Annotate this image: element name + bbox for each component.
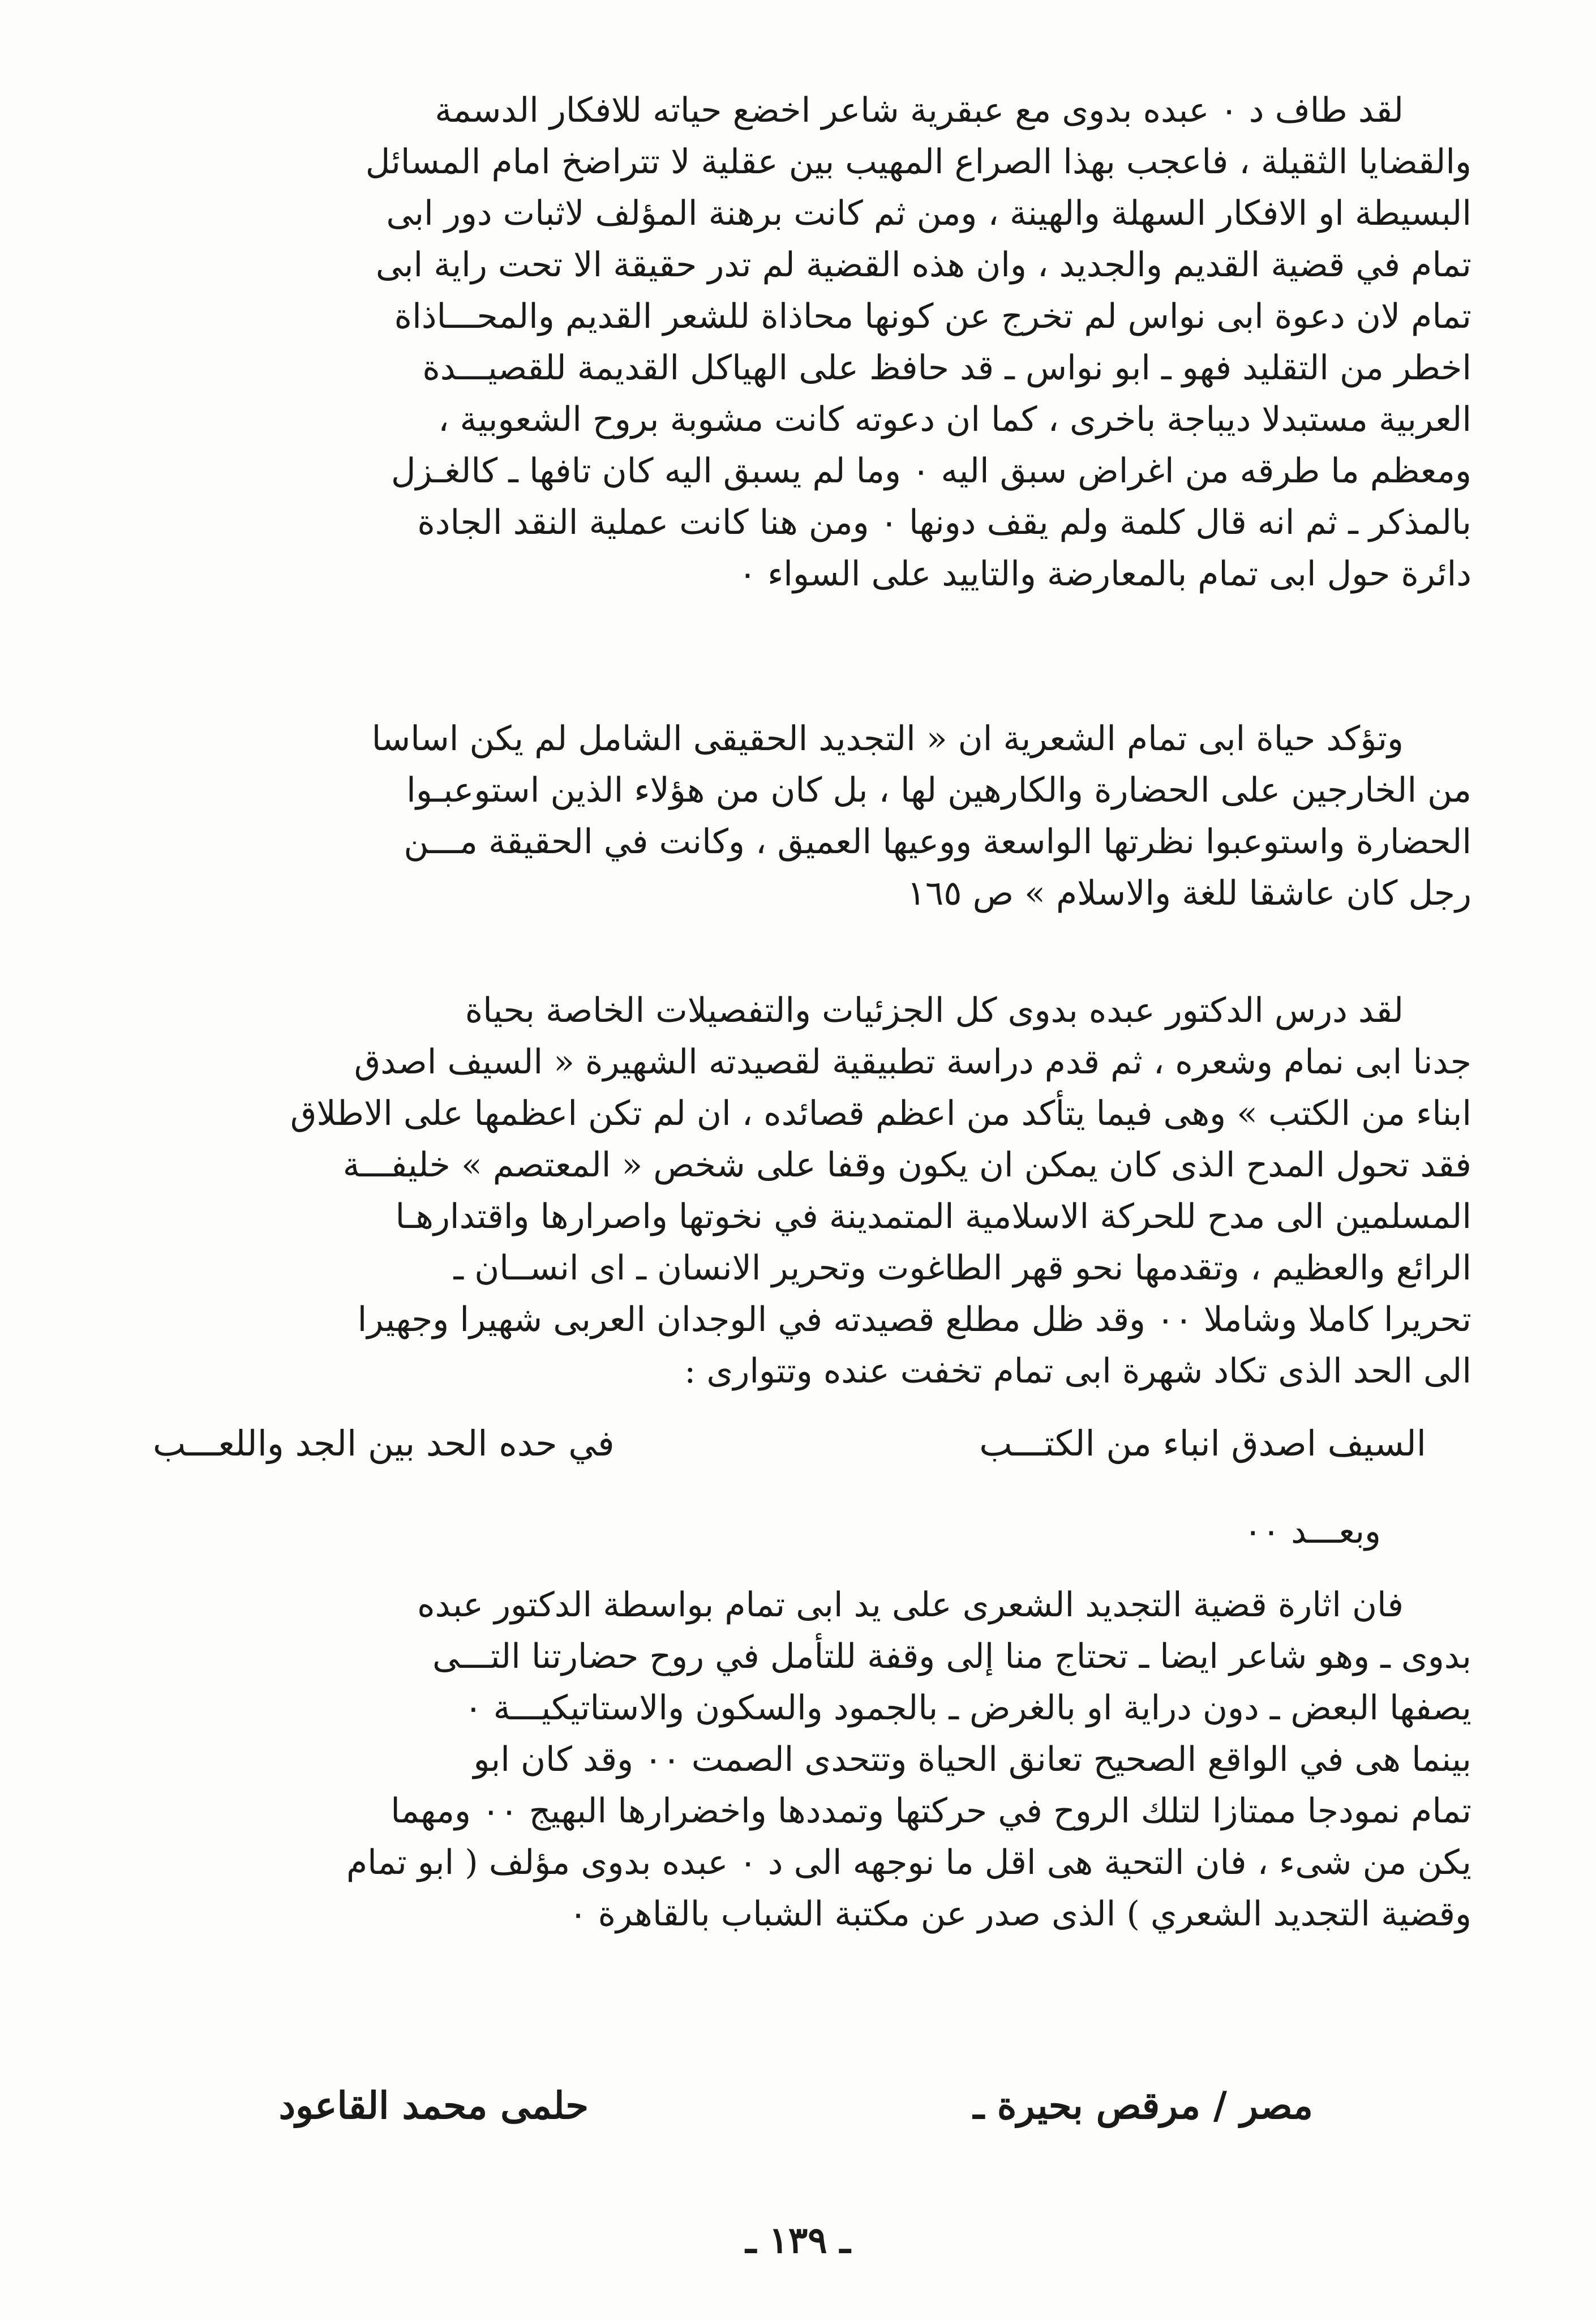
paragraph-2 [130, 713, 1471, 919]
text-line: رجل كان عاشقا للغة والاسلام » ص ١٦٥ [907, 874, 1471, 913]
text-line: بينما هى في الواقع الصحيح تعانق الحياة وتتحدى الصمت ٠٠ وقد كان ابو [473, 1740, 1471, 1779]
text-line: دائرة حول ابى تمام بالمعارضة والتاييد على السواء ٠ [738, 554, 1471, 594]
verse-second-hemistich: في حده الحد بين الجد واللعـــب [153, 1423, 615, 1464]
text-line: فان اثارة قضية التجديد الشعرى على يد ابى تمام بواسطة الدكتور عبده [417, 1585, 1404, 1625]
text-line: ومعظم ما طرقه من اغراض سبق اليه ٠ وما لم يسبق اليه كان تافها ـ كالغـزل [391, 451, 1471, 491]
text-line: بدوى ـ وهو شاعر ايضا ـ تحتاج منا إلى وقفة للتأمل في روح حضارتنا التـــى [432, 1637, 1471, 1676]
text-line: ابناء من الكتب » وهى فيما يتأكد من اعظم قصائده ، ان لم تكن اعظمها على الاطلاق [290, 1094, 1471, 1133]
author-location: مصر / مرقص بحيرة ـ [973, 2083, 1313, 2128]
paragraph-3 [130, 985, 1471, 1397]
text-line: العربية مستبدلا ديباجة باخرى ، كما ان دعوته كانت مشوبة بروح الشعوبية ، [438, 400, 1471, 439]
text-line: فقد تحول المدح الذى كان يمكن ان يكون وقفا على شخص « المعتصم » خليفـــة [342, 1145, 1471, 1185]
text-line: تمام لان دعوة ابى نواس لم تخرج عن كونها محاذاة للشعر القديم والمحـــاذاة [394, 297, 1471, 336]
paragraph-1 [130, 85, 1471, 600]
signature-block [0, 2083, 1596, 2146]
text-line: لقد طاف د ٠ عبده بدوى مع عبقرية شاعر اخضع حياته للافكار الدسمة [435, 91, 1404, 130]
text-line: بالمذكر ـ ثم انه قال كلمة ولم يقف دونها ٠ ومن هنا كانت عملية النقد الجادة [417, 503, 1471, 542]
text-line: الرائع والعظيم ، وتقدمها نحو قهر الطاغوت وتحرير الانسان ـ اى انســان ـ [453, 1248, 1471, 1288]
text-line: يكن من شىء ، فان التحية هى اقل ما نوجهه الى د ٠ عبده بدوى مؤلف ( ابو تمام [346, 1843, 1471, 1882]
after-verse-text: وبعـــد ٠٠ [1243, 1512, 1381, 1551]
text-line: جدنا ابى نمام وشعره ، ثم قدم دراسة تطبيقية لقصيدته الشهيرة « السيف اصدق [354, 1042, 1471, 1082]
author-name: حلمى محمد القاعود [278, 2083, 589, 2128]
text-line: تمام نمودجا ممتازا لتلك الروح في حركتها وتمددها واخضرارها البهيج ٠٠ ومهما [391, 1791, 1471, 1831]
text-line: الى الحد الذى تكاد شهرة ابى تمام تخفت عنده وتتوارى : [684, 1351, 1471, 1391]
text-line: المسلمين الى مدح للحركة الاسلامية المتمدينة في نخوتها واصرارها واقتدارهـا [395, 1197, 1471, 1236]
text-line: لقد درس الدكتور عبده بدوى كل الجزئيات والتفصيلات الخاصة بحياة [465, 991, 1404, 1030]
text-line: يصفها البعض ـ دون دراية او بالغرض ـ بالجمود والسكون والاستاتيكيـــة ٠ [464, 1688, 1471, 1728]
paragraph-4 [130, 1580, 1471, 1940]
text-line: اخطر من التقليد فهو ـ ابو نواس ـ قد حافظ على الهياكل القديمة للقصيـــدة [422, 348, 1471, 388]
page-number: ـ ١٣٩ ـ [745, 2219, 851, 2262]
poem-verse [153, 1415, 1426, 1472]
verse-first-hemistich: السيف اصدق انباء من الكتـــب [979, 1423, 1426, 1464]
text-line: والقضايا الثقيلة ، فاعجب بهذا الصراع المهيب بين عقلية لا تتراضخ امام المسائل [365, 142, 1471, 182]
text-line: تحريرا كاملا وشاملا ٠٠ وقد ظل مطلع قصيدته في الوجدان العربى شهيرا وجهيرا [357, 1300, 1471, 1339]
text-line: تمام في قضية القديم والجديد ، وان هذه القضية لم تدر حقيقة الا تحت راية ابى [375, 245, 1471, 285]
text-line: من الخارجين على الحضارة والكارهين لها ، بل كان من هؤلاء الذين استوعبـوا [406, 771, 1471, 810]
text-line: البسيطة او الافكار السهلة والهينة ، ومن ثم كانت برهنة المؤلف لاثبات دور ابى [386, 194, 1471, 233]
text-line: وتؤكد حياة ابى تمام الشعرية ان « التجديد الحقيقى الشامل لم يكن اساسا [371, 719, 1404, 759]
text-line: وقضية التجديد الشعري ) الذى صدر عن مكتبة الشباب بالقاهرة ٠ [569, 1894, 1471, 1934]
text-line: الحضارة واستوعبوا نظرتها الواسعة ووعيها العميق ، وكانت في الحقيقة مـــن [404, 822, 1471, 862]
